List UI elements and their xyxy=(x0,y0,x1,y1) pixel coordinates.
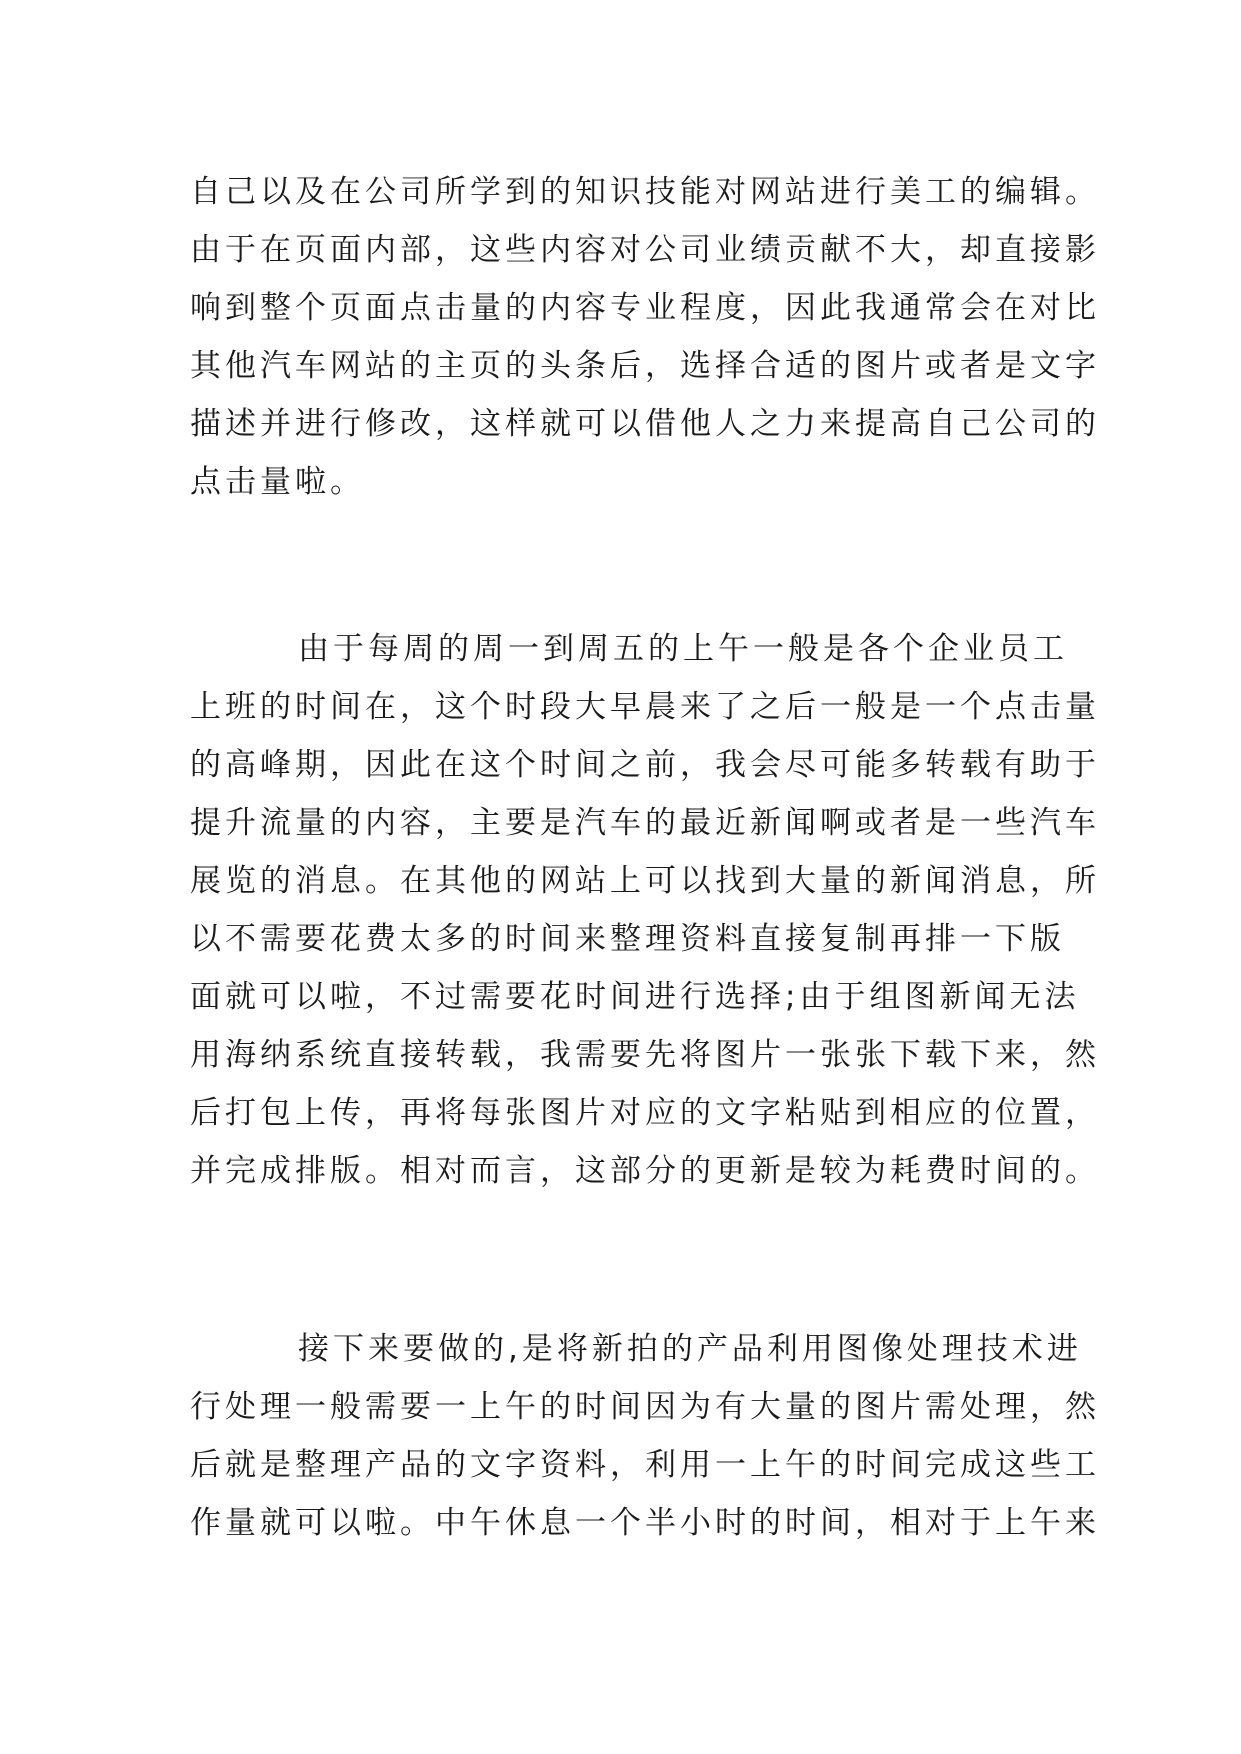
text-line: 提升流量的内容，主要是汽车的最近新闻啊或者是一些汽车 xyxy=(190,805,1100,841)
text-line: 展览的消息。在其他的网站上可以找到大量的新闻消息，所 xyxy=(190,863,1100,899)
text-line: 面就可以啦，不过需要花时间进行选择;由于组图新闻无法 xyxy=(190,979,1080,1015)
text-line: 以不需要花费太多的时间来整理资料直接复制再排一下版 xyxy=(190,921,1065,957)
text-line: 自己以及在公司所学到的知识技能对网站进行美工的编辑。 xyxy=(190,174,1100,210)
text-line: 后打包上传，再将每张图片对应的文字粘贴到相应的位置， xyxy=(190,1095,1100,1131)
paragraph-1 xyxy=(190,163,1100,511)
text-line: 点击量啦。 xyxy=(190,464,365,500)
text-line: 后就是整理产品的文字资料，利用一上午的时间完成这些工 xyxy=(190,1447,1100,1483)
text-line: 用海纳系统直接转载，我需要先将图片一张张下载下来，然 xyxy=(190,1037,1100,1073)
text-line: 其他汽车网站的主页的头条后，选择合适的图片或者是文字 xyxy=(190,348,1100,384)
text-line: 上班的时间在，这个时段大早晨来了之后一般是一个点击量 xyxy=(190,689,1100,725)
text-line: 描述并进行修改，这样就可以借他人之力来提高自己公司的 xyxy=(190,406,1100,442)
text-line: 行处理一般需要一上午的时间因为有大量的图片需处理，然 xyxy=(190,1389,1100,1425)
text-line: 由于在页面内部，这些内容对公司业绩贡献不大，却直接影 xyxy=(190,232,1100,268)
text-line: 并完成排版。相对而言，这部分的更新是较为耗费时间的。 xyxy=(190,1153,1100,1189)
text-line-indented: 接下来要做的,是将新拍的产品利用图像处理技术进 xyxy=(298,1331,1082,1367)
paragraph-2 xyxy=(190,620,1100,1200)
text-line: 的高峰期，因此在这个时间之前，我会尽可能多转载有助于 xyxy=(190,747,1100,783)
text-line: 作量就可以啦。中午休息一个半小时的时间，相对于上午来 xyxy=(190,1505,1100,1541)
paragraph-3 xyxy=(190,1320,1100,1552)
text-line: 响到整个页面点击量的内容专业程度，因此我通常会在对比 xyxy=(190,290,1100,326)
text-line-indented: 由于每周的周一到周五的上午一般是各个企业员工 xyxy=(298,631,1068,667)
